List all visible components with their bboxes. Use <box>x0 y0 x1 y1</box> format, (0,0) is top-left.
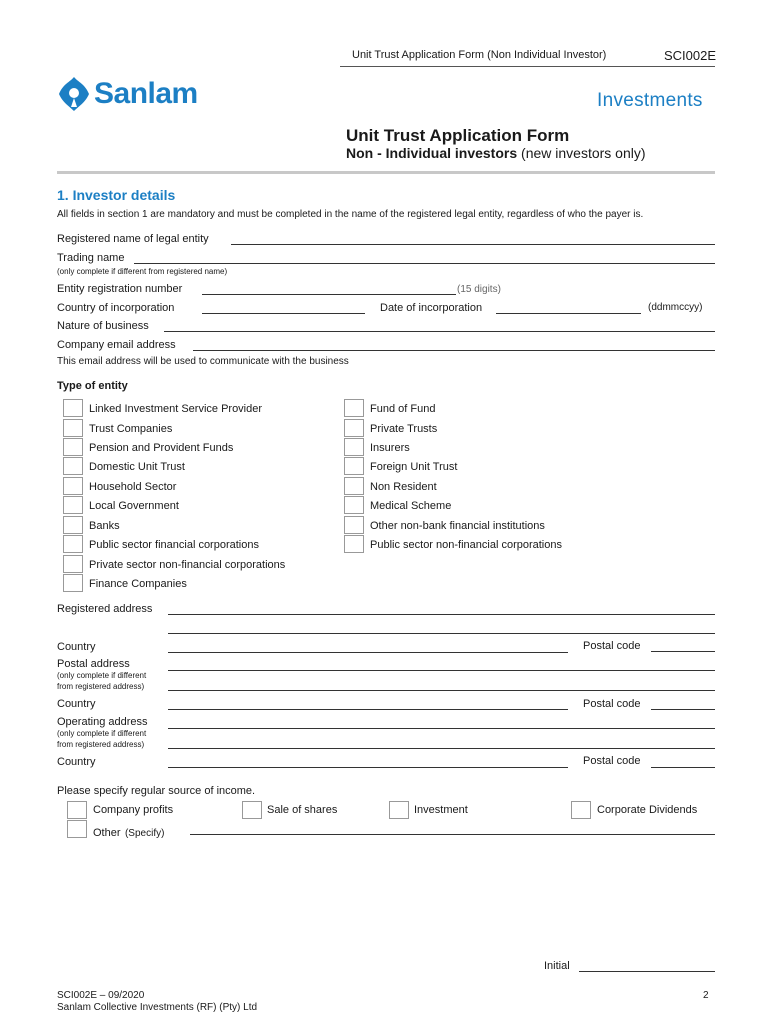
postal-postal-code-field[interactable] <box>651 709 715 710</box>
date-inc-label: Date of incorporation <box>380 302 483 314</box>
entity-checkbox[interactable] <box>344 457 364 475</box>
operating-country-field[interactable] <box>168 767 568 768</box>
investments-label: Investments <box>597 90 703 111</box>
page-number: 2 <box>703 990 709 1001</box>
entity-reg-label: Entity registration number <box>57 283 183 295</box>
entity-checkbox[interactable] <box>344 438 364 456</box>
entity-checkbox[interactable] <box>63 535 83 553</box>
entity-option-label: Fund of Fund <box>370 403 436 415</box>
entity-checkbox[interactable] <box>344 419 364 437</box>
postal-address-note-2: from registered address) <box>57 682 145 691</box>
registered-country-field[interactable] <box>168 652 568 653</box>
operating-address-note-2: from registered address) <box>57 740 145 749</box>
initial-label: Initial <box>544 960 570 972</box>
entity-option-label: Foreign Unit Trust <box>370 461 458 473</box>
operating-address-label: Operating address <box>57 716 148 728</box>
header-rule <box>340 66 715 67</box>
footer-code-date: SCI002E – 09/2020 <box>57 990 145 1001</box>
income-option-other <box>93 823 164 841</box>
section-intro: All fields in section 1 are mandatory and must be completed in the name of the registered legal entity, regardless of who the payer is. <box>57 209 644 220</box>
operating-country-label: Country <box>57 756 96 768</box>
registered-country-label: Country <box>57 641 96 653</box>
subtitle-bold: Non - Individual investors <box>346 145 518 161</box>
operating-address-line-1[interactable] <box>168 728 715 729</box>
entity-checkbox[interactable] <box>344 535 364 553</box>
sanlam-shield-icon <box>58 76 90 117</box>
entity-type-heading: Type of entity <box>57 380 128 392</box>
registered-address-label: Registered address <box>57 603 153 615</box>
email-label: Company email address <box>57 339 176 351</box>
entity-checkbox[interactable] <box>63 399 83 417</box>
income-question: Please specify regular source of income. <box>57 785 256 797</box>
entity-option-label: Non Resident <box>370 481 437 493</box>
entity-checkbox[interactable] <box>344 477 364 495</box>
operating-postal-code-field[interactable] <box>651 767 715 768</box>
registered-name-label: Registered name of legal entity <box>57 233 209 245</box>
entity-checkbox[interactable] <box>63 457 83 475</box>
postal-address-note-1: (only complete if different <box>57 671 147 680</box>
date-format-note: (ddmmccyy) <box>648 302 703 313</box>
entity-option-label: Household Sector <box>89 481 177 493</box>
country-inc-field[interactable] <box>202 313 365 314</box>
entity-checkbox[interactable] <box>63 477 83 495</box>
income-checkbox-sale-of-shares[interactable] <box>242 801 262 819</box>
income-other-specify: (Specify) <box>124 828 165 839</box>
income-other-field[interactable] <box>190 834 715 835</box>
nature-field[interactable] <box>164 331 715 332</box>
registered-postal-code-field[interactable] <box>651 651 715 652</box>
registered-postal-code-label: Postal code <box>583 640 641 652</box>
initial-field[interactable] <box>579 971 715 972</box>
entity-checkbox[interactable] <box>344 516 364 534</box>
postal-postal-code-label: Postal code <box>583 698 641 710</box>
entity-option-label: Insurers <box>370 442 410 454</box>
registered-address-line-2[interactable] <box>168 633 715 634</box>
income-option-company-profits: Company profits <box>93 804 174 816</box>
entity-reg-note: (15 digits) <box>457 284 501 295</box>
form-code: SCI002E <box>664 48 717 63</box>
trading-name-field[interactable] <box>134 263 715 264</box>
entity-option-label: Finance Companies <box>89 578 187 590</box>
entity-option-label: Private sector non-financial corporations <box>89 559 286 571</box>
postal-address-line-1[interactable] <box>168 670 715 671</box>
email-field[interactable] <box>193 350 715 351</box>
trading-name-note: (only complete if different from registered name) <box>57 267 228 276</box>
operating-address-note-1: (only complete if different <box>57 729 147 738</box>
income-option-investment: Investment <box>414 804 468 816</box>
form-name: Unit Trust Application Form (Non Individual Investor) <box>352 49 607 61</box>
income-checkbox-investment[interactable] <box>389 801 409 819</box>
postal-address-label: Postal address <box>57 658 130 670</box>
registered-name-field[interactable] <box>231 244 715 245</box>
nature-label: Nature of business <box>57 320 149 332</box>
entity-checkbox[interactable] <box>344 399 364 417</box>
entity-checkbox[interactable] <box>344 496 364 514</box>
entity-option-label: Private Trusts <box>370 423 438 435</box>
entity-option-label: Pension and Provident Funds <box>89 442 234 454</box>
title-divider <box>57 171 715 174</box>
income-option-sale-of-shares: Sale of shares <box>267 804 338 816</box>
income-other-label: Other <box>93 827 121 839</box>
entity-option-label: Medical Scheme <box>370 500 452 512</box>
income-option-corporate-dividends: Corporate Dividends <box>597 804 698 816</box>
date-inc-field[interactable] <box>496 313 641 314</box>
postal-country-field[interactable] <box>168 709 568 710</box>
registered-address-line-1[interactable] <box>168 614 715 615</box>
page-title: Unit Trust Application Form <box>346 126 570 145</box>
operating-postal-code-label: Postal code <box>583 755 641 767</box>
entity-option-label: Banks <box>89 520 120 532</box>
entity-checkbox[interactable] <box>63 419 83 437</box>
entity-option-label: Public sector non-financial corporations <box>370 539 562 551</box>
entity-reg-field[interactable] <box>202 294 456 295</box>
income-checkbox-company-profits[interactable] <box>67 801 87 819</box>
postal-country-label: Country <box>57 698 96 710</box>
section-heading: 1. Investor details <box>57 187 176 203</box>
trading-name-label: Trading name <box>57 252 125 264</box>
income-checkbox-corporate-dividends[interactable] <box>571 801 591 819</box>
footer-company: Sanlam Collective Investments (RF) (Pty) Ltd <box>57 1002 258 1013</box>
entity-option-label: Linked Investment Service Provider <box>89 403 263 415</box>
entity-checkbox[interactable] <box>63 516 83 534</box>
operating-address-line-2[interactable] <box>168 748 715 749</box>
entity-checkbox[interactable] <box>63 574 83 592</box>
entity-option-label: Trust Companies <box>89 423 173 435</box>
page-subtitle <box>346 145 646 161</box>
subtitle-rest: (new investors only) <box>517 145 646 161</box>
entity-option-label: Local Government <box>89 500 179 512</box>
country-inc-label: Country of incorporation <box>57 302 175 314</box>
entity-checkbox[interactable] <box>63 438 83 456</box>
entity-option-label: Domestic Unit Trust <box>89 461 185 473</box>
entity-checkbox[interactable] <box>63 555 83 573</box>
entity-checkbox[interactable] <box>63 496 83 514</box>
postal-address-line-2[interactable] <box>168 690 715 691</box>
entity-option-label: Other non-bank financial institutions <box>370 520 545 532</box>
sanlam-logo-text: Sanlam <box>94 77 198 110</box>
email-note: This email address will be used to communicate with the business <box>57 356 349 367</box>
entity-option-label: Public sector financial corporations <box>89 539 259 551</box>
income-checkbox-other[interactable] <box>67 820 87 838</box>
